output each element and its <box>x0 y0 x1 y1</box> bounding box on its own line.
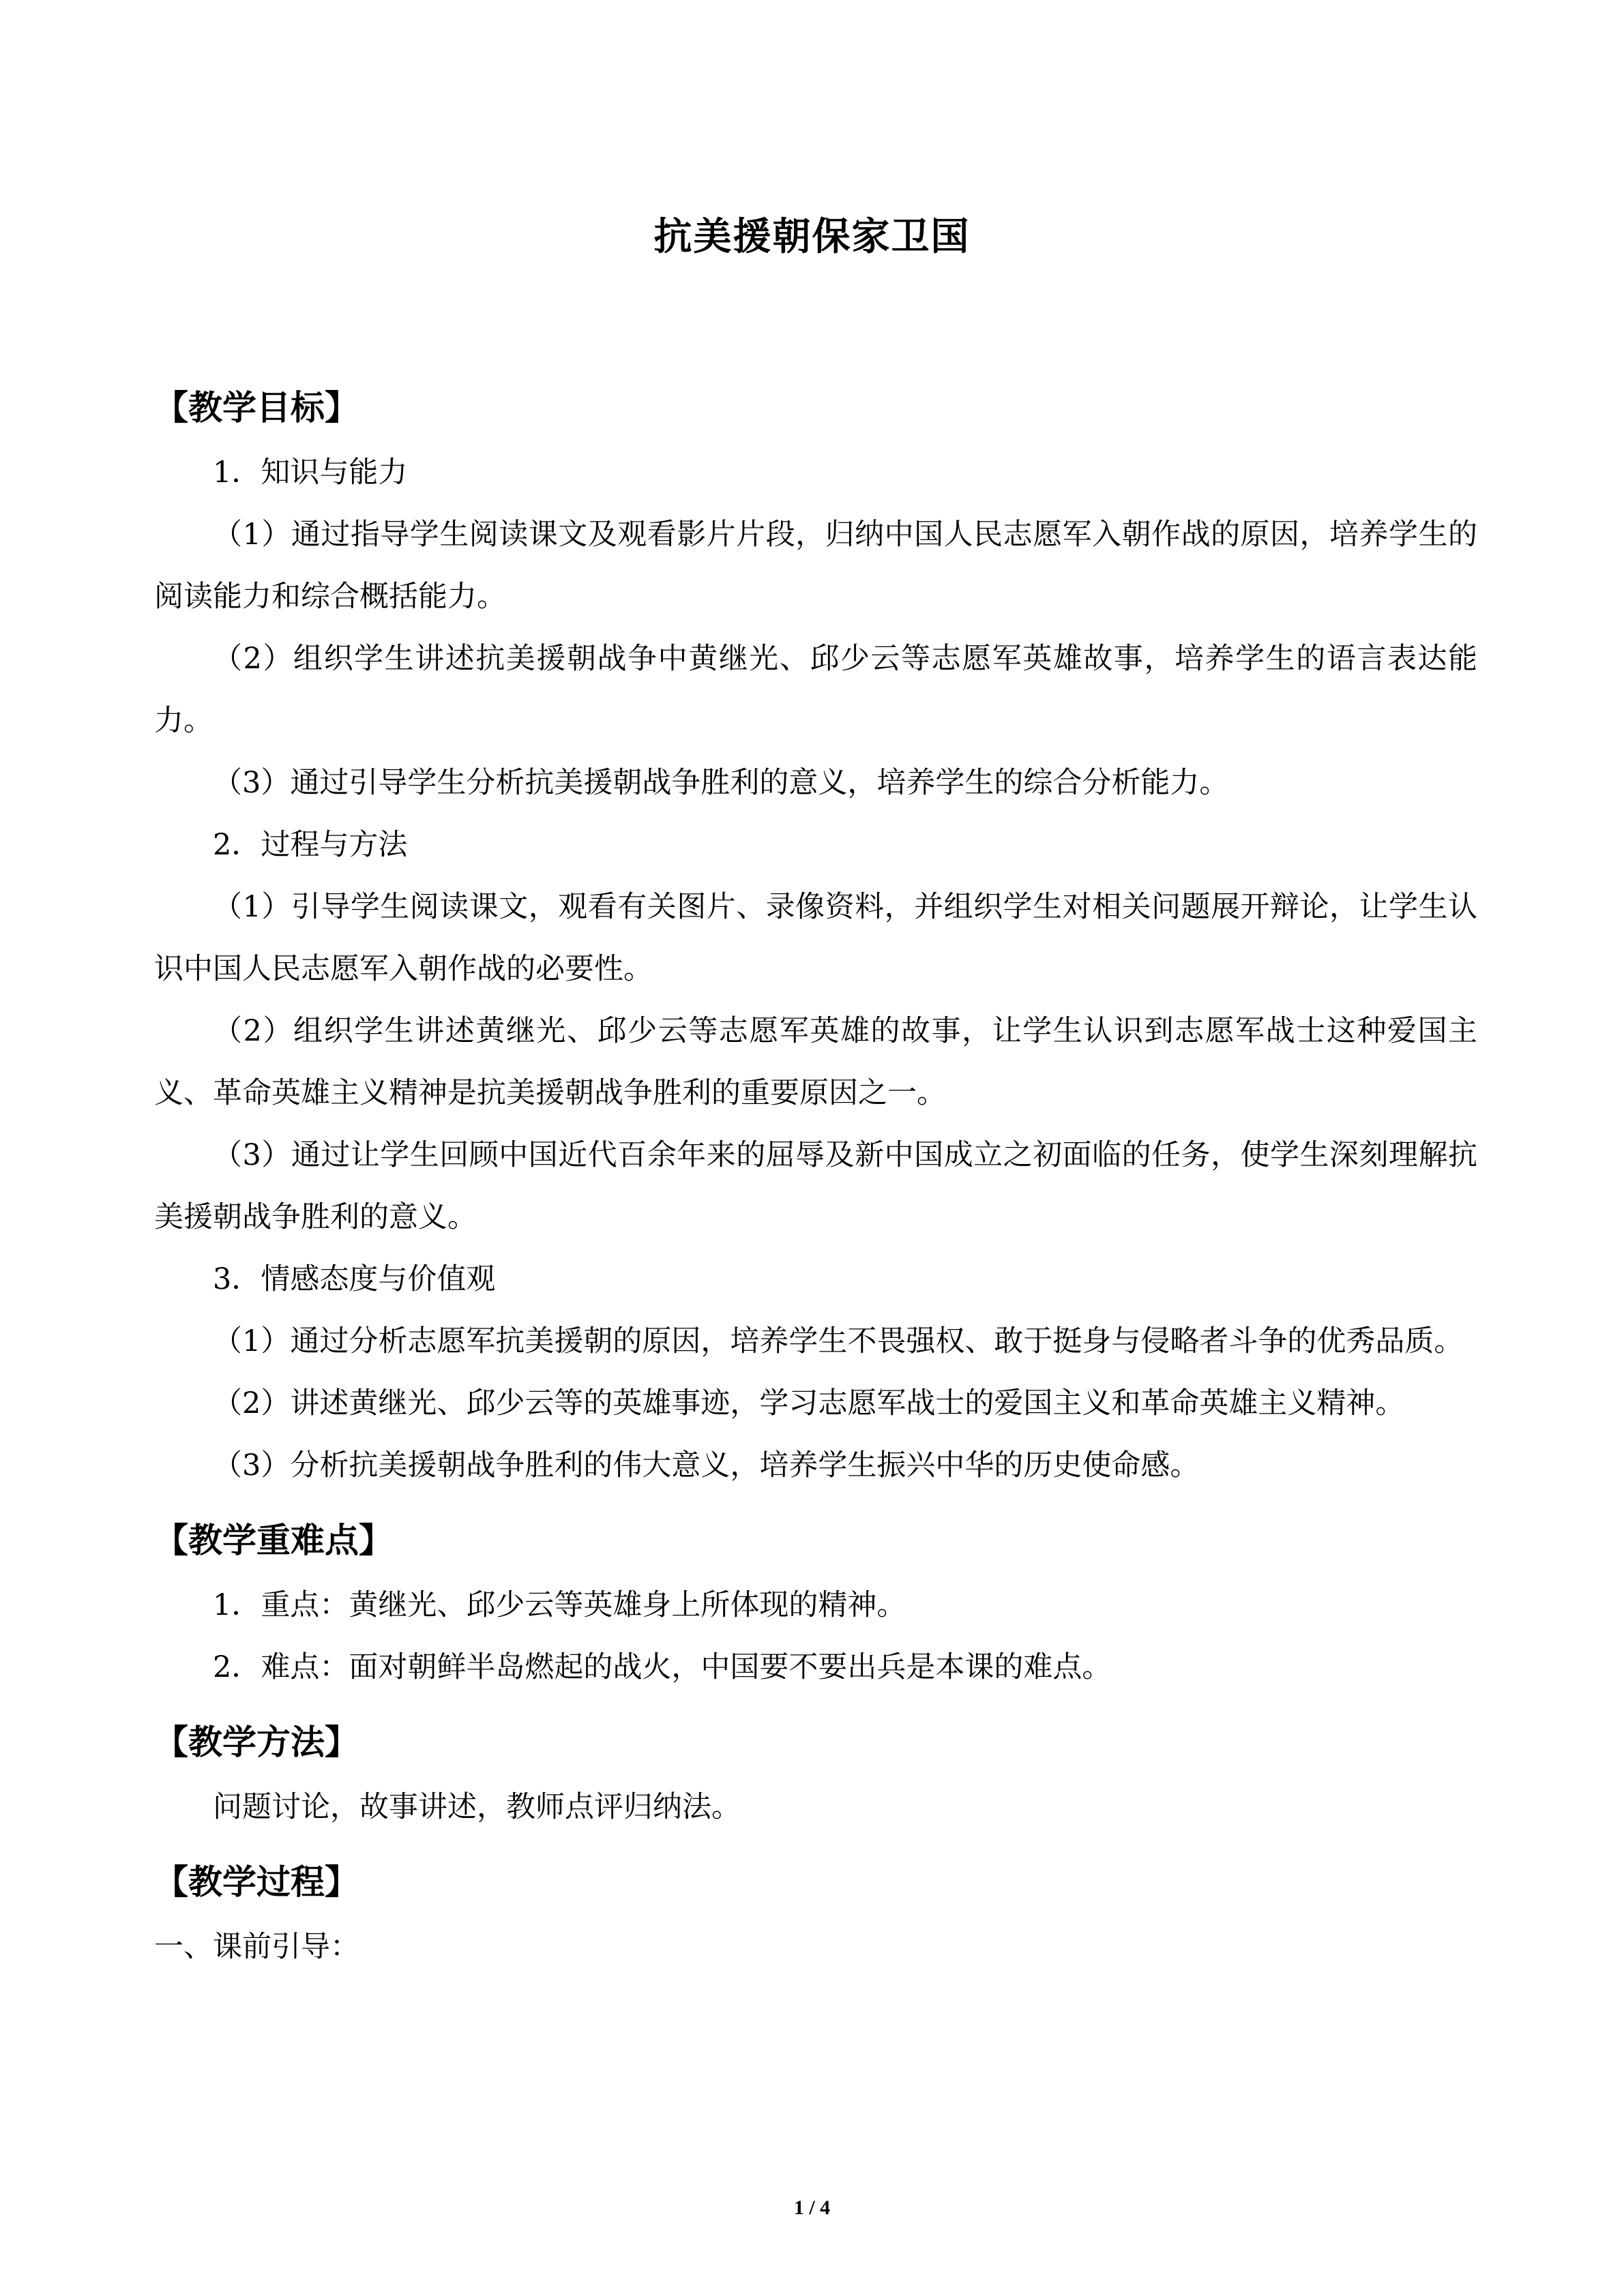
section-methods <box>154 1716 1477 1838</box>
paragraph: 1．知识与能力 <box>213 456 408 490</box>
section-heading-key-points: 【教学重难点】 <box>154 1521 393 1560</box>
paragraph: （2）组织学生讲述抗美援朝战争中黄继光、邱少云等志愿军英雄故事，培养学生的语言表达能力。 <box>154 642 1477 738</box>
section-heading-methods: 【教学方法】 <box>154 1723 359 1762</box>
page-number: 1 / 4 <box>793 2196 831 2219</box>
section-teaching-goals <box>154 382 1477 1497</box>
document-title: 抗美援朝保家卫国 <box>653 215 971 259</box>
section-key-points <box>154 1515 1477 1699</box>
paragraph: 2．过程与方法 <box>213 828 408 862</box>
paragraph: 问题讨论，故事讲述，教师点评归纳法。 <box>213 1790 741 1824</box>
paragraph: （3）通过引导学生分析抗美援朝战争胜利的意义，培养学生的综合分析能力。 <box>213 766 1229 800</box>
section-process <box>154 1856 1477 1978</box>
paragraph: 1．重点：黄继光、邱少云等英雄身上所体现的精神。 <box>213 1588 906 1622</box>
section-heading-goals: 【教学目标】 <box>154 388 359 428</box>
paragraph: （1）通过指导学生阅读课文及观看影片片段，归纳中国人民志愿军入朝作战的原因，培养学生的阅读能力和综合概括能力。 <box>154 518 1477 614</box>
paragraph: 3．情感态度与价值观 <box>213 1262 496 1296</box>
document-body <box>154 382 1477 1978</box>
paragraph: 一、课前引导： <box>154 1930 359 1964</box>
section-heading-process: 【教学过程】 <box>154 1862 359 1902</box>
paragraph: （3）通过让学生回顾中国近代百余年来的屈辱及新中国成立之初面临的任务，使学生深刻理解抗美援朝战争胜利的意义。 <box>154 1138 1477 1234</box>
paragraph: （2）组织学生讲述黄继光、邱少云等志愿军英雄的故事，让学生认识到志愿军战士这种爱国主义、革命英雄主义精神是抗美援朝战争胜利的重要原因之一。 <box>154 1014 1477 1110</box>
paragraph: （1）通过分析志愿军抗美援朝的原因，培养学生不畏强权、敢于挺身与侵略者斗争的优秀品质。 <box>213 1324 1464 1358</box>
paragraph: （2）讲述黄继光、邱少云等的英雄事迹，学习志愿军战士的爱国主义和革命英雄主义精神。 <box>213 1386 1405 1420</box>
paragraph: （3）分析抗美援朝战争胜利的伟大意义，培养学生振兴中华的历史使命感。 <box>213 1448 1200 1482</box>
paragraph: 2．难点：面对朝鲜半岛燃起的战火，中国要不要出兵是本课的难点。 <box>213 1650 1112 1684</box>
paragraph: （1）引导学生阅读课文，观看有关图片、录像资料，并组织学生对相关问题展开辩论，让学生认识中国人民志愿军入朝作战的必要性。 <box>154 890 1477 986</box>
